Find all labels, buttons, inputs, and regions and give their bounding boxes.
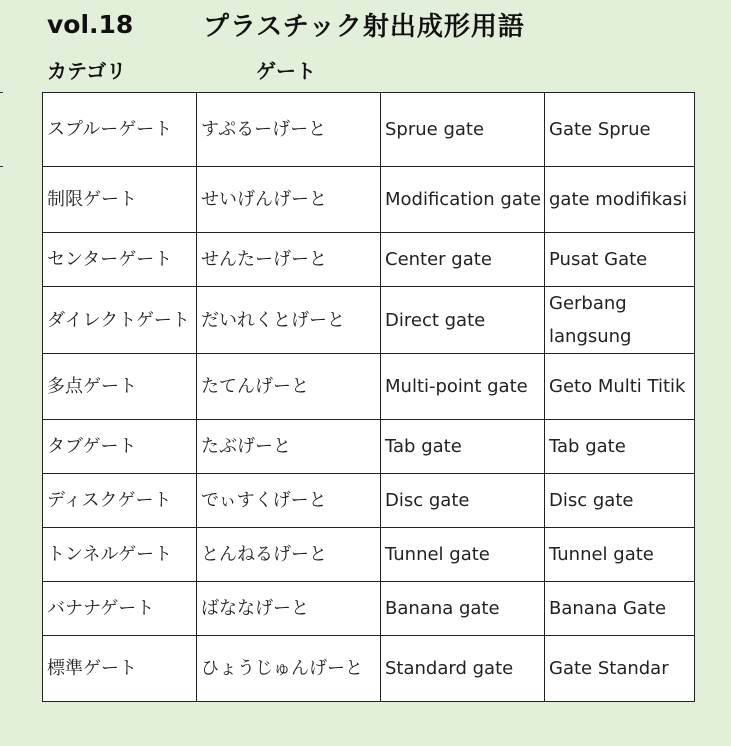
term-cell: スプルーゲート: [43, 93, 197, 167]
indonesian-cell: Tunnel gate: [545, 528, 695, 582]
category-label: カテゴリ: [47, 58, 127, 83]
reading-cell: すぷるーげーと: [197, 93, 381, 167]
english-cell: Modification gate: [381, 167, 545, 233]
indonesian-cell: Pusat Gate: [545, 233, 695, 287]
english-cell: Direct gate: [381, 287, 545, 354]
section-label: ゲート: [256, 58, 316, 83]
english-cell: Sprue gate: [381, 93, 545, 167]
indonesian-cell: Tab gate: [545, 420, 695, 474]
term-cell: ディスクゲート: [43, 474, 197, 528]
indonesian-cell: Disc gate: [545, 474, 695, 528]
english-cell: Tunnel gate: [381, 528, 545, 582]
english-cell: Tab gate: [381, 420, 545, 474]
reading-cell: とんねるげーと: [197, 528, 381, 582]
table-row: [43, 354, 695, 420]
glossary-table: [42, 92, 695, 702]
indonesian-cell: Geto Multi Titik: [545, 354, 695, 420]
reading-cell: たてんげーと: [197, 354, 381, 420]
term-cell: タブゲート: [43, 420, 197, 474]
table-row: [43, 167, 695, 233]
term-cell: 制限ゲート: [43, 167, 197, 233]
reading-cell: だいれくとげーと: [197, 287, 381, 354]
term-cell: トンネルゲート: [43, 528, 197, 582]
row-divider-mark: [0, 92, 3, 93]
table-row: [43, 233, 695, 287]
table-row: [43, 582, 695, 636]
term-cell: バナナゲート: [43, 582, 197, 636]
reading-cell: でぃすくげーと: [197, 474, 381, 528]
indonesian-cell: Gate Standar: [545, 636, 695, 702]
subheader-row: [47, 55, 316, 83]
english-cell: Standard gate: [381, 636, 545, 702]
reading-cell: ひょうじゅんげーと: [197, 636, 381, 702]
term-cell: センターゲート: [43, 233, 197, 287]
indonesian-cell: Banana Gate: [545, 582, 695, 636]
table-row: [43, 420, 695, 474]
title-row: [47, 6, 525, 42]
term-cell: 多点ゲート: [43, 354, 197, 420]
english-cell: Multi-point gate: [381, 354, 545, 420]
volume-label: vol.18: [47, 9, 134, 39]
indonesian-cell: Gerbang langsung: [545, 287, 695, 354]
english-cell: Center gate: [381, 233, 545, 287]
table-row: [43, 93, 695, 167]
table-row: [43, 636, 695, 702]
row-divider-mark: [0, 166, 3, 167]
table-row: [43, 474, 695, 528]
term-cell: 標準ゲート: [43, 636, 197, 702]
table-row: [43, 287, 695, 354]
indonesian-cell: Gate Sprue: [545, 93, 695, 167]
reading-cell: せいげんげーと: [197, 167, 381, 233]
page-title: プラスチック射出成形用語: [203, 11, 525, 42]
table-row: [43, 528, 695, 582]
reading-cell: ばななげーと: [197, 582, 381, 636]
english-cell: Banana gate: [381, 582, 545, 636]
english-cell: Disc gate: [381, 474, 545, 528]
reading-cell: たぶげーと: [197, 420, 381, 474]
indonesian-cell: gate modifikasi: [545, 167, 695, 233]
term-cell: ダイレクトゲート: [43, 287, 197, 354]
reading-cell: せんたーげーと: [197, 233, 381, 287]
